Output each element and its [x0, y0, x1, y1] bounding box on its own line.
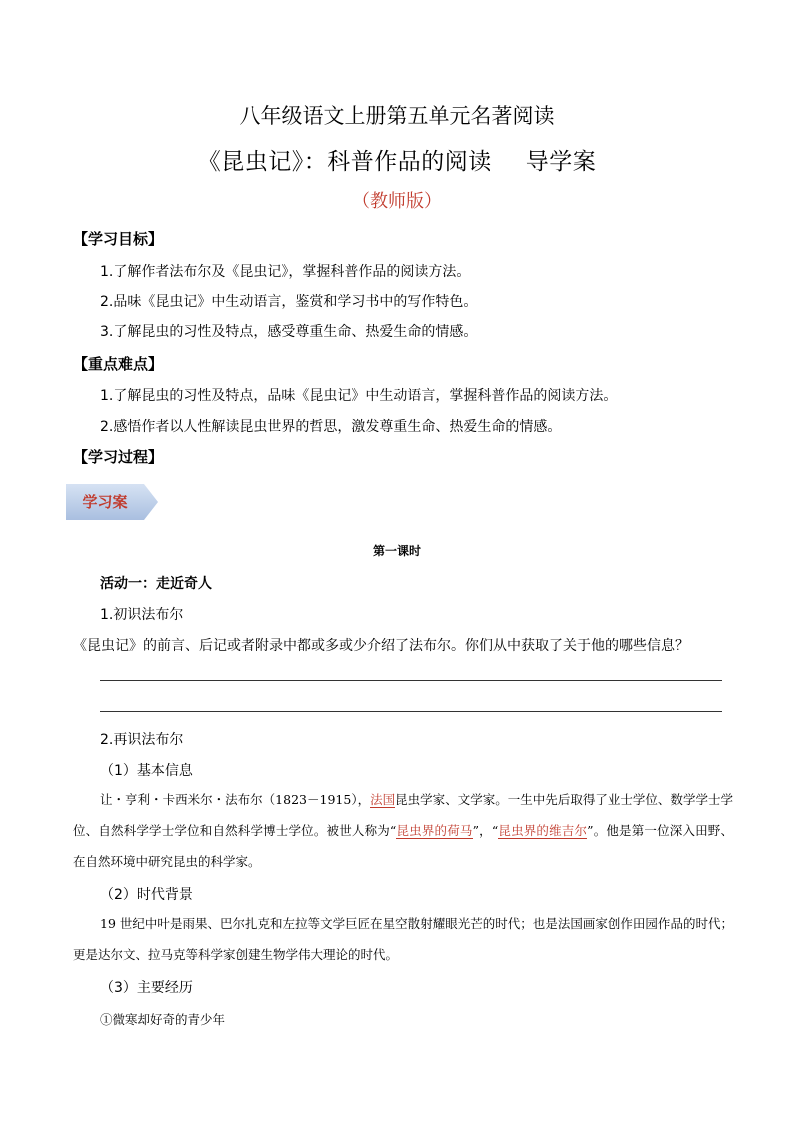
goal-item: 2.品味《昆虫记》中生动语言，鉴赏和学习书中的写作特色。 [100, 294, 478, 310]
item-heading: 2.再识法布尔 [100, 732, 184, 748]
goals-heading: 【学习目标】 [73, 230, 164, 248]
subsection-heading: （1）基本信息 [100, 763, 193, 779]
goal-item: 1.了解作者法布尔及《昆虫记》，掌握科普作品的阅读方法。 [100, 264, 471, 280]
key-point-item: 2.感悟作者以人性解读昆虫世界的哲思，激发尊重生命、热爱生命的情感。 [100, 419, 562, 435]
subsection-heading: （3）主要经历 [100, 980, 193, 996]
experience-item: ①微寒却好奇的青少年 [100, 1012, 226, 1027]
text-run: ”。他是第一位深入田野、在自然环境中研究昆虫的科学家。 [73, 823, 733, 869]
background-paragraph: 19 世纪中叶是雨果、巴尔扎克和左拉等文学巨匠在星空散射耀眼光芒的时代；也是法国画家创作田园作品的时代；更是达尔文、拉马克等科学家创建生物学伟大理论的时代。 [73, 916, 733, 962]
goal-item: 3.了解昆虫的习性及特点，感受尊重生命、热爱生命的情感。 [100, 324, 478, 340]
subtitle-suffix: 导学案 [525, 149, 597, 175]
document-title: 八年级语文上册第五单元名著阅读 [239, 104, 555, 128]
text-run: 昆虫学家、文学家。一生中先后取得了业士学位、数学学士学位、自然科学学士学位和自然科学博士学位。被世人称为“ [73, 792, 733, 838]
process-heading: 【学习过程】 [73, 448, 164, 466]
text-run: ”，“ [472, 823, 499, 838]
text-run: 让・亨利・卡西米尔・法布尔（1823－1915）， [100, 792, 371, 807]
document-subtitle [0, 143, 794, 176]
section-banner-label: 学习案 [82, 493, 128, 511]
lesson-title: 第一课时 [372, 544, 421, 558]
answer-highlight: 昆虫界的维吉尔 [498, 823, 588, 838]
key-point-item: 1.了解昆虫的习性及特点，品味《昆虫记》中生动语言，掌握科普作品的阅读方法。 [100, 388, 618, 404]
item-heading: 1.初识法布尔 [100, 607, 184, 623]
answer-line [100, 711, 722, 712]
subtitle-main: 《昆虫记》：科普作品的阅读 [197, 149, 492, 175]
answer-highlight: 昆虫界的荷马 [396, 823, 473, 838]
basic-info-paragraph [73, 784, 733, 877]
answer-line [100, 680, 722, 681]
edition-label: （教师版） [352, 191, 442, 212]
question-text: 《昆虫记》的前言、后记或者附录中都或多或少介绍了法布尔。你们从中获取了关于他的哪些信息？ [73, 638, 689, 654]
key-points-heading: 【重点难点】 [73, 355, 164, 373]
answer-highlight: 法国 [370, 792, 396, 807]
activity-heading: 活动一：走近奇人 [100, 576, 212, 592]
subsection-heading: （2）时代背景 [100, 887, 193, 903]
